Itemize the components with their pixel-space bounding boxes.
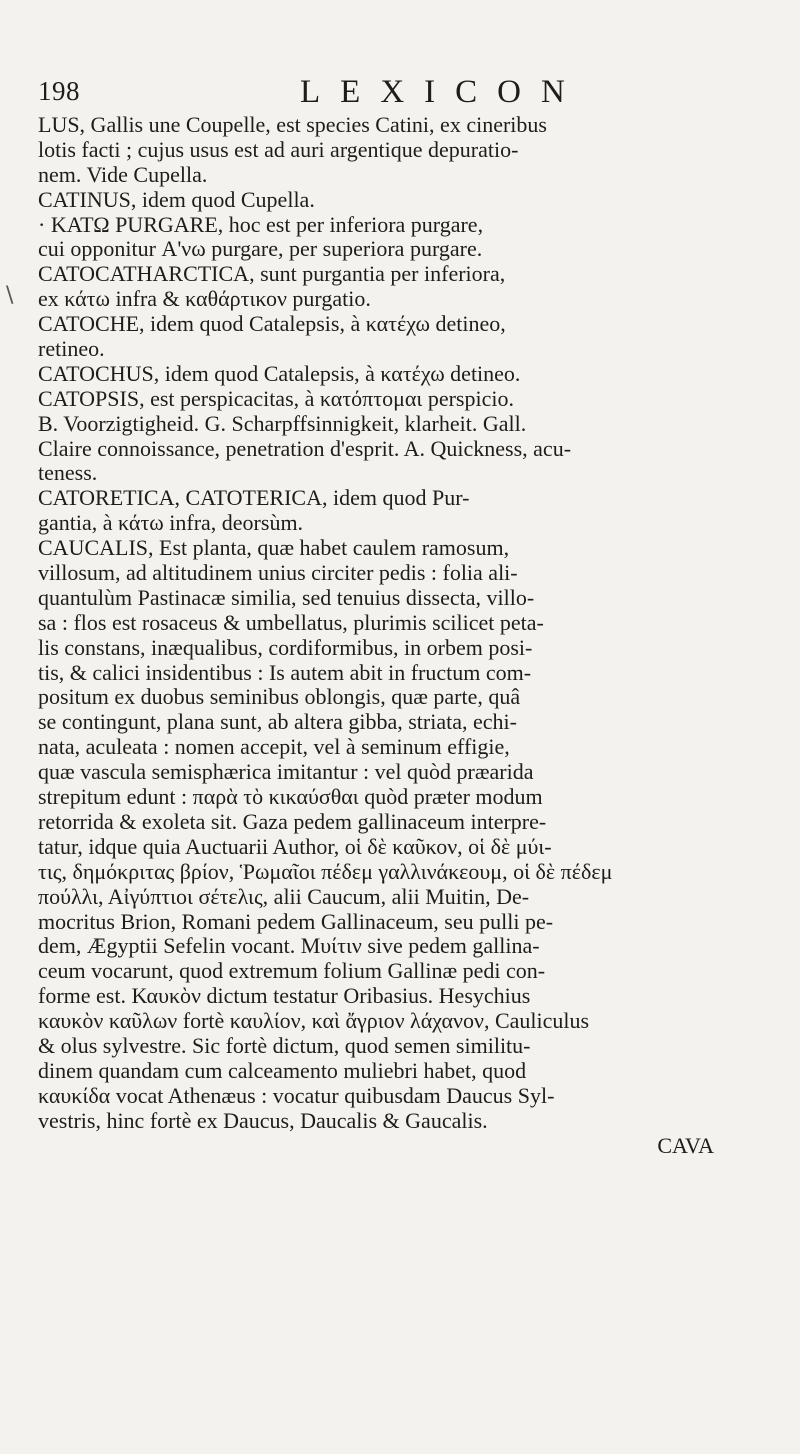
text-line: teness.	[38, 461, 98, 486]
text-line: CATOCHUS, idem quod Catalepsis, à κατέχω detineo.	[38, 361, 521, 386]
text-line: nata, aculeata : nomen accepit, vel à seminum effigie,	[38, 735, 510, 760]
text-line: retineo.	[38, 337, 105, 362]
page-header	[38, 74, 718, 114]
text-line: CATORETICA, CATOTERICA, idem quod Pur-	[38, 486, 470, 511]
running-title: LEXICON	[300, 74, 585, 110]
text-line: cui opponitur Α'νω purgare, per superiora purgare.	[38, 237, 483, 262]
text-line: & olus sylvestre. Sic fortè dictum, quod semen similitu-	[38, 1033, 531, 1058]
text-line: Claire connoissance, penetration d'esprit. A. Quickness, acu-	[38, 436, 572, 461]
text-line: B. Voorzigtigheid. G. Scharpffsinnigkeit, klarheit. Gall.	[38, 411, 527, 436]
page-number: 198	[38, 76, 80, 106]
text-line: · ΚΑΤΩ PURGARE, hoc est per inferiora purgare,	[38, 212, 484, 237]
text-line: CATOCHE, idem quod Catalepsis, à κατέχω detineo,	[38, 312, 506, 337]
text-line: sa : flos est rosaceus & umbellatus, plurimis scilicet peta-	[38, 610, 544, 635]
text-line: quæ vascula semisphærica imitantur : vel quòd præarida	[38, 760, 534, 785]
text-line: villosum, ad altitudinem unius circiter pedis : folia ali-	[38, 561, 518, 586]
text-line: dem, Ægyptii Sefelin vocant. Μυίτιν sive pedem gallina-	[38, 934, 540, 959]
text-line: CAUCALIS, Est planta, quæ habet caulem ramosum,	[38, 536, 510, 561]
margin-mark: \	[6, 283, 14, 308]
text-line: tatur, idque quia Auctuarii Author, οἱ δὲ καῦκον, οἱ δὲ μύι-	[38, 834, 552, 859]
text-line: ceum vocarunt, quod extremum folium Gallinæ pedi con-	[38, 959, 546, 984]
text-line: dinem quandam cum calceamento muliebri habet, quod	[38, 1058, 527, 1083]
text-line: nem. Vide Cupella.	[38, 162, 208, 187]
text-line: strepitum edunt : παρὰ τὸ κικαύσθαι quòd præter modum	[38, 785, 543, 810]
text-line: tis, & calici insidentibus : Is autem abit in fructum com-	[38, 660, 532, 685]
text-line: vestris, hinc fortè ex Daucus, Daucalis & Gaucalis.	[38, 1108, 488, 1133]
text-line: se contingunt, plana sunt, ab altera gibba, striata, echi-	[38, 710, 517, 735]
text-line: retorrida & exoleta sit. Gaza pedem gallinaceum interpre-	[38, 809, 547, 834]
text-line: ex κάτω infra & καθάρτικον purgatio.	[38, 287, 371, 312]
text-line: CATINUS, idem quod Cupella.	[38, 187, 315, 212]
text-line: mocritus Brion, Romani pedem Gallinaceum, seu pulli pe-	[38, 909, 554, 934]
text-line: lis constans, inæqualibus, cordiformibus, in orbem posi-	[38, 635, 533, 660]
text-line: positum ex duobus seminibus oblongis, quæ parte, quâ	[38, 685, 521, 710]
text-line: forme est. Καυκὸν dictum testatur Oribasius. Hesychius	[38, 984, 531, 1009]
text-line: καυκὸν καῦλων fortè καυλίον, καὶ ἄγριον λάχανον, Cauliculus	[38, 1009, 590, 1034]
text-line: πούλλι, Αἰγύπτιοι σέτελις, alii Caucum, alii Muitin, De-	[38, 884, 530, 909]
catchword: CAVA	[657, 1133, 714, 1158]
text-line: CATOPSIS, est perspicacitas, à κατόπτομαι perspicio.	[38, 386, 514, 411]
text-line: LUS, Gallis une Coupelle, est species Catini, ex cineribus	[38, 113, 547, 137]
text-line: quantulùm Pastinacæ similia, sed tenuius dissecta, villo-	[38, 585, 535, 610]
text-line: gantia, à κάτω infra, deorsùm.	[38, 511, 304, 536]
dictionary-column	[38, 113, 714, 1158]
text-line: lotis facti ; cujus usus est ad auri argentique depuratio-	[38, 137, 519, 162]
text-line: καυκίδα vocat Athenæus : vocatur quibusdam Daucus Syl-	[38, 1083, 555, 1108]
text-line: τις, δημόκριτας βρίον, Ῥωμαῖοι πέδεμ γαλλινάκεουμ, οἱ δὲ πέδεμ	[38, 859, 613, 884]
text-line: CATOCATHARCTICA, sunt purgantia per inferiora,	[38, 262, 506, 287]
